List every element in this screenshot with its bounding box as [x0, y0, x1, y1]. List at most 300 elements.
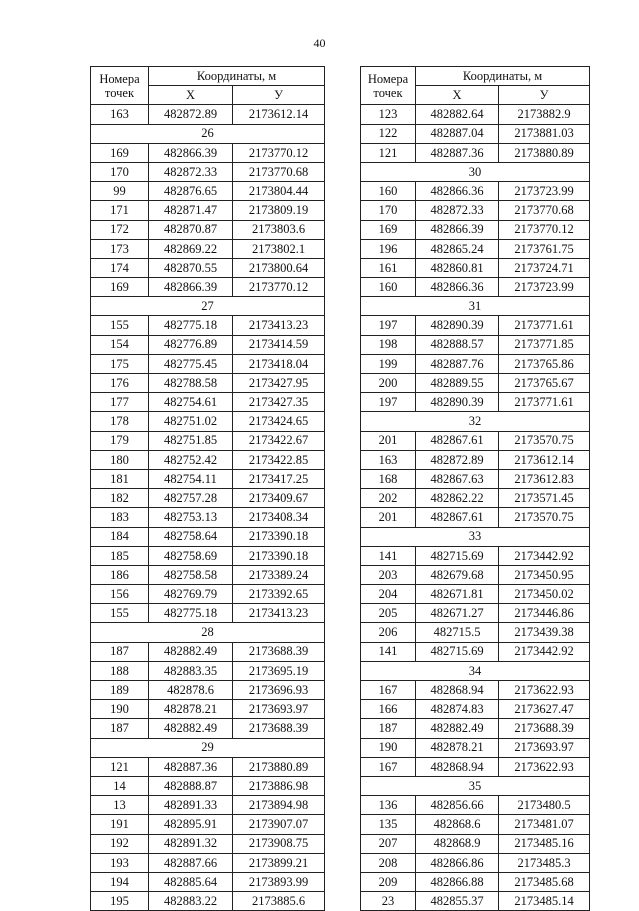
table-row	[91, 527, 325, 546]
x-coordinate-cell: 482888.57	[416, 335, 499, 354]
x-coordinate-cell: 482679.68	[416, 565, 499, 584]
table-row	[91, 853, 325, 872]
point-number-cell: 155	[91, 604, 149, 623]
x-coordinate-cell: 482867.63	[416, 469, 499, 488]
table-row	[361, 738, 590, 757]
section-number: 32	[361, 412, 590, 431]
x-coordinate-cell: 482775.18	[149, 316, 233, 335]
point-number-cell: 163	[361, 450, 416, 469]
point-number-cell: 201	[361, 508, 416, 527]
y-coordinate-cell: 2173770.12	[233, 143, 325, 162]
y-coordinate-cell: 2173450.02	[499, 585, 590, 604]
point-number-cell: 205	[361, 604, 416, 623]
y-coordinate-cell: 2173446.86	[499, 604, 590, 623]
x-coordinate-cell: 482751.85	[149, 431, 233, 450]
y-coordinate-cell: 2173439.38	[499, 623, 590, 642]
y-coordinate-cell: 2173422.85	[233, 450, 325, 469]
x-coordinate-cell: 482882.49	[149, 642, 233, 661]
table-row	[91, 258, 325, 277]
point-number-cell: 180	[91, 450, 149, 469]
point-number-cell: 195	[91, 892, 149, 911]
table-row	[361, 815, 590, 834]
y-coordinate-cell: 2173424.65	[233, 412, 325, 431]
table-row	[361, 853, 590, 872]
table-row	[91, 316, 325, 335]
y-header: У	[499, 86, 590, 105]
x-coordinate-cell: 482775.45	[149, 354, 233, 373]
point-number-cell: 190	[361, 738, 416, 757]
table-row	[91, 201, 325, 220]
section-number: 33	[361, 527, 590, 546]
point-number-cell: 170	[361, 201, 416, 220]
table-row	[361, 431, 590, 450]
y-coordinate-cell: 2173390.18	[233, 527, 325, 546]
table-row	[361, 757, 590, 776]
y-coordinate-cell: 2173570.75	[499, 508, 590, 527]
y-coordinate-cell: 2173908.75	[233, 834, 325, 853]
y-coordinate-cell: 2173481.07	[499, 815, 590, 834]
x-header: Х	[416, 86, 499, 105]
table-row	[361, 604, 590, 623]
table-row	[91, 546, 325, 565]
point-number-cell: 200	[361, 374, 416, 393]
y-coordinate-cell: 2173622.93	[499, 757, 590, 776]
x-coordinate-cell: 482860.81	[416, 258, 499, 277]
table-row	[91, 508, 325, 527]
table-row	[361, 201, 590, 220]
y-coordinate-cell: 2173765.86	[499, 354, 590, 373]
y-coordinate-cell: 2173390.18	[233, 546, 325, 565]
point-number-cell: 189	[91, 681, 149, 700]
y-coordinate-cell: 2173417.25	[233, 469, 325, 488]
section-number: 35	[361, 776, 590, 795]
point-number-cell: 191	[91, 815, 149, 834]
x-coordinate-cell: 482878.6	[149, 681, 233, 700]
x-coordinate-cell: 482671.27	[416, 604, 499, 623]
x-coordinate-cell: 482887.36	[416, 143, 499, 162]
y-coordinate-cell: 2173485.68	[499, 872, 590, 891]
point-number-cell: 99	[91, 182, 149, 201]
y-coordinate-cell: 2173413.23	[233, 316, 325, 335]
y-coordinate-cell: 2173770.68	[499, 201, 590, 220]
section-row	[91, 124, 325, 143]
section-row	[361, 661, 590, 680]
point-number-cell: 206	[361, 623, 416, 642]
y-coordinate-cell: 2173571.45	[499, 489, 590, 508]
point-number-cell: 141	[361, 642, 416, 661]
point-number-cell: 171	[91, 201, 149, 220]
point-number-cell: 173	[91, 239, 149, 258]
point-number-cell: 170	[91, 162, 149, 181]
y-coordinate-cell: 2173723.99	[499, 182, 590, 201]
x-coordinate-cell: 482878.21	[416, 738, 499, 757]
x-coordinate-cell: 482868.6	[416, 815, 499, 834]
x-coordinate-cell: 482754.61	[149, 393, 233, 412]
table-row	[361, 489, 590, 508]
y-coordinate-cell: 2173881.03	[499, 124, 590, 143]
y-coordinate-cell: 2173485.3	[499, 853, 590, 872]
point-number-cell: 181	[91, 469, 149, 488]
y-coordinate-cell: 2173612.14	[499, 450, 590, 469]
point-number-cell: 207	[361, 834, 416, 853]
x-coordinate-cell: 482866.86	[416, 853, 499, 872]
point-number-cell: 175	[91, 354, 149, 373]
table-row	[361, 834, 590, 853]
x-coordinate-cell: 482758.58	[149, 565, 233, 584]
x-coordinate-cell: 482885.64	[149, 872, 233, 891]
x-coordinate-cell: 482890.39	[416, 393, 499, 412]
y-coordinate-cell: 2173885.6	[233, 892, 325, 911]
y-coordinate-cell: 2173450.95	[499, 565, 590, 584]
coordinates-header: Координаты, м	[149, 67, 325, 86]
y-coordinate-cell: 2173485.14	[499, 892, 590, 911]
y-coordinate-cell: 2173413.23	[233, 604, 325, 623]
x-coordinate-cell: 482868.9	[416, 834, 499, 853]
y-coordinate-cell: 2173894.98	[233, 796, 325, 815]
table-row	[361, 182, 590, 201]
table-row	[361, 143, 590, 162]
y-coordinate-cell: 2173409.67	[233, 489, 325, 508]
table-row	[91, 796, 325, 815]
point-number-cell: 169	[91, 143, 149, 162]
y-coordinate-cell: 2173800.64	[233, 258, 325, 277]
point-number-cell: 201	[361, 431, 416, 450]
section-row	[91, 738, 325, 757]
section-number: 29	[91, 738, 325, 757]
y-coordinate-cell: 2173771.61	[499, 393, 590, 412]
y-coordinate-cell: 2173899.21	[233, 853, 325, 872]
table-row	[361, 700, 590, 719]
x-coordinate-cell: 482866.36	[416, 278, 499, 297]
y-coordinate-cell: 2173765.67	[499, 374, 590, 393]
point-number-cell: 209	[361, 872, 416, 891]
table-row	[91, 681, 325, 700]
x-coordinate-cell: 482889.55	[416, 374, 499, 393]
point-number-cell: 196	[361, 239, 416, 258]
y-coordinate-cell: 2173688.39	[233, 719, 325, 738]
table-row	[91, 700, 325, 719]
x-coordinate-cell: 482866.36	[416, 182, 499, 201]
point-number-cell: 186	[91, 565, 149, 584]
y-coordinate-cell: 2173414.59	[233, 335, 325, 354]
y-coordinate-cell: 2173688.39	[233, 642, 325, 661]
y-coordinate-cell: 2173427.95	[233, 374, 325, 393]
point-number-cell: 172	[91, 220, 149, 239]
y-coordinate-cell: 2173392.65	[233, 585, 325, 604]
point-number-cell: 166	[361, 700, 416, 719]
point-number-cell: 193	[91, 853, 149, 872]
x-coordinate-cell: 482866.39	[149, 278, 233, 297]
coordinates-table-right	[360, 66, 590, 911]
point-number-cell: 187	[91, 719, 149, 738]
x-coordinate-cell: 482753.13	[149, 508, 233, 527]
point-number-cell: 197	[361, 393, 416, 412]
y-coordinate-cell: 2173693.97	[499, 738, 590, 757]
point-number-cell: 182	[91, 489, 149, 508]
point-number-cell: 192	[91, 834, 149, 853]
point-number-cell: 13	[91, 796, 149, 815]
point-number-cell: 123	[361, 105, 416, 124]
page-number: 40	[313, 36, 326, 50]
section-number: 27	[91, 297, 325, 316]
table-row	[361, 354, 590, 373]
table-row	[91, 719, 325, 738]
x-coordinate-cell: 482887.76	[416, 354, 499, 373]
y-coordinate-cell: 2173389.24	[233, 565, 325, 584]
x-coordinate-cell: 482715.69	[416, 546, 499, 565]
y-coordinate-cell: 2173907.07	[233, 815, 325, 834]
y-coordinate-cell: 2173803.6	[233, 220, 325, 239]
y-coordinate-cell: 2173627.47	[499, 700, 590, 719]
table-row	[91, 642, 325, 661]
x-coordinate-cell: 482871.47	[149, 201, 233, 220]
table-row	[91, 143, 325, 162]
y-coordinate-cell: 2173418.04	[233, 354, 325, 373]
y-coordinate-cell: 2173442.92	[499, 642, 590, 661]
point-number-cell: 202	[361, 489, 416, 508]
x-coordinate-cell: 482869.22	[149, 239, 233, 258]
table-row	[361, 508, 590, 527]
table-row	[91, 220, 325, 239]
x-coordinate-cell: 482757.28	[149, 489, 233, 508]
table-row	[361, 124, 590, 143]
y-coordinate-cell: 2173886.98	[233, 776, 325, 795]
y-coordinate-cell: 2173442.92	[499, 546, 590, 565]
section-row	[361, 527, 590, 546]
x-coordinate-cell: 482872.89	[149, 105, 233, 124]
x-coordinate-cell: 482882.64	[416, 105, 499, 124]
x-coordinate-cell: 482874.83	[416, 700, 499, 719]
x-coordinate-cell: 482883.22	[149, 892, 233, 911]
y-coordinate-cell: 2173480.5	[499, 796, 590, 815]
point-number-cell: 156	[91, 585, 149, 604]
point-number-cell: 23	[361, 892, 416, 911]
point-numbers-header-line1: Номера	[99, 71, 140, 86]
point-number-cell: 190	[91, 700, 149, 719]
x-coordinate-cell: 482866.39	[416, 220, 499, 239]
table-row	[91, 105, 325, 124]
y-coordinate-cell: 2173802.1	[233, 239, 325, 258]
x-coordinate-cell: 482887.04	[416, 124, 499, 143]
table-row	[361, 393, 590, 412]
point-number-cell: 179	[91, 431, 149, 450]
table-row	[361, 796, 590, 815]
y-coordinate-cell: 2173612.83	[499, 469, 590, 488]
y-coordinate-cell: 2173622.93	[499, 681, 590, 700]
point-number-cell: 161	[361, 258, 416, 277]
table-row	[361, 220, 590, 239]
table-row	[91, 393, 325, 412]
point-number-cell: 121	[91, 757, 149, 776]
x-coordinate-cell: 482870.55	[149, 258, 233, 277]
x-coordinate-cell: 482876.65	[149, 182, 233, 201]
point-number-cell: 177	[91, 393, 149, 412]
point-number-cell: 198	[361, 335, 416, 354]
x-coordinate-cell: 482867.61	[416, 508, 499, 527]
point-number-cell: 183	[91, 508, 149, 527]
table-row	[361, 892, 590, 911]
y-coordinate-cell: 2173893.99	[233, 872, 325, 891]
table-row	[91, 335, 325, 354]
y-coordinate-cell: 2173612.14	[233, 105, 325, 124]
x-coordinate-cell: 482788.58	[149, 374, 233, 393]
table-row	[91, 604, 325, 623]
x-coordinate-cell: 482887.36	[149, 757, 233, 776]
point-number-cell: 167	[361, 757, 416, 776]
point-number-cell: 155	[91, 316, 149, 335]
point-number-cell: 203	[361, 565, 416, 584]
y-coordinate-cell: 2173880.89	[233, 757, 325, 776]
x-coordinate-cell: 482868.94	[416, 681, 499, 700]
x-coordinate-cell: 482856.66	[416, 796, 499, 815]
table-row	[91, 565, 325, 584]
table-row	[361, 585, 590, 604]
x-coordinate-cell: 482758.69	[149, 546, 233, 565]
x-coordinate-cell: 482754.11	[149, 469, 233, 488]
y-coordinate-cell: 2173724.71	[499, 258, 590, 277]
section-number: 28	[91, 623, 325, 642]
table-row	[361, 623, 590, 642]
x-coordinate-cell: 482715.5	[416, 623, 499, 642]
y-coordinate-cell: 2173695.19	[233, 661, 325, 680]
table-row	[361, 872, 590, 891]
table-row	[91, 354, 325, 373]
y-coordinate-cell: 2173882.9	[499, 105, 590, 124]
table-row	[91, 182, 325, 201]
x-coordinate-cell: 482775.18	[149, 604, 233, 623]
table-row	[91, 892, 325, 911]
point-number-cell: 14	[91, 776, 149, 795]
table-row	[361, 335, 590, 354]
x-coordinate-cell: 482671.81	[416, 585, 499, 604]
y-coordinate-cell: 2173688.39	[499, 719, 590, 738]
point-number-cell: 168	[361, 469, 416, 488]
y-coordinate-cell: 2173696.93	[233, 681, 325, 700]
point-number-cell: 185	[91, 546, 149, 565]
table-row	[361, 278, 590, 297]
table-row	[91, 585, 325, 604]
point-number-cell: 160	[361, 182, 416, 201]
y-coordinate-cell: 2173570.75	[499, 431, 590, 450]
table-row	[91, 374, 325, 393]
table-row	[361, 719, 590, 738]
x-coordinate-cell: 482866.39	[149, 143, 233, 162]
section-row	[91, 297, 325, 316]
y-coordinate-cell: 2173770.12	[233, 278, 325, 297]
table-row	[361, 565, 590, 584]
point-number-cell: 204	[361, 585, 416, 604]
point-numbers-header-line2: точек	[373, 85, 403, 100]
x-coordinate-cell: 482887.66	[149, 853, 233, 872]
x-coordinate-cell: 482882.49	[149, 719, 233, 738]
y-coordinate-cell: 2173693.97	[233, 700, 325, 719]
table-row	[361, 316, 590, 335]
x-coordinate-cell: 482872.33	[416, 201, 499, 220]
point-number-cell: 141	[361, 546, 416, 565]
table-row	[361, 239, 590, 258]
x-coordinate-cell: 482878.21	[149, 700, 233, 719]
table-row	[361, 469, 590, 488]
point-number-cell: 160	[361, 278, 416, 297]
table-row	[91, 450, 325, 469]
y-coordinate-cell: 2173770.12	[499, 220, 590, 239]
x-coordinate-cell: 482891.33	[149, 796, 233, 815]
x-coordinate-cell: 482890.39	[416, 316, 499, 335]
table-row	[91, 412, 325, 431]
table-row	[91, 757, 325, 776]
point-number-cell: 169	[91, 278, 149, 297]
table-row	[361, 105, 590, 124]
table-row	[91, 278, 325, 297]
point-number-cell: 178	[91, 412, 149, 431]
point-number-cell: 199	[361, 354, 416, 373]
y-coordinate-cell: 2173771.85	[499, 335, 590, 354]
y-coordinate-cell: 2173422.67	[233, 431, 325, 450]
point-number-cell: 187	[361, 719, 416, 738]
point-numbers-header	[361, 67, 416, 105]
x-coordinate-cell: 482752.42	[149, 450, 233, 469]
table-row	[91, 872, 325, 891]
table-row	[361, 258, 590, 277]
x-coordinate-cell: 482751.02	[149, 412, 233, 431]
point-number-cell: 187	[91, 642, 149, 661]
section-number: 31	[361, 297, 590, 316]
section-row	[91, 623, 325, 642]
y-coordinate-cell: 2173761.75	[499, 239, 590, 258]
x-coordinate-cell: 482882.49	[416, 719, 499, 738]
section-number: 26	[91, 124, 325, 143]
point-number-cell: 184	[91, 527, 149, 546]
y-coordinate-cell: 2173771.61	[499, 316, 590, 335]
y-coordinate-cell: 2173880.89	[499, 143, 590, 162]
y-coordinate-cell: 2173485.16	[499, 834, 590, 853]
y-header: У	[233, 86, 325, 105]
point-number-cell: 122	[361, 124, 416, 143]
table-row	[361, 450, 590, 469]
section-number: 30	[361, 162, 590, 181]
y-coordinate-cell: 2173408.34	[233, 508, 325, 527]
x-coordinate-cell: 482769.79	[149, 585, 233, 604]
x-coordinate-cell: 482883.35	[149, 661, 233, 680]
point-number-cell: 135	[361, 815, 416, 834]
x-coordinate-cell: 482872.33	[149, 162, 233, 181]
point-number-cell: 136	[361, 796, 416, 815]
table-row	[361, 374, 590, 393]
x-coordinate-cell: 482868.94	[416, 757, 499, 776]
table-row	[361, 546, 590, 565]
point-number-cell: 188	[91, 661, 149, 680]
section-row	[361, 412, 590, 431]
x-header: Х	[149, 86, 233, 105]
x-coordinate-cell: 482865.24	[416, 239, 499, 258]
point-number-cell: 121	[361, 143, 416, 162]
y-coordinate-cell: 2173809.19	[233, 201, 325, 220]
point-number-cell: 169	[361, 220, 416, 239]
x-coordinate-cell: 482870.87	[149, 220, 233, 239]
table-row	[91, 162, 325, 181]
point-number-cell: 154	[91, 335, 149, 354]
x-coordinate-cell: 482888.87	[149, 776, 233, 795]
point-number-cell: 163	[91, 105, 149, 124]
section-row	[361, 162, 590, 181]
x-coordinate-cell: 482895.91	[149, 815, 233, 834]
x-coordinate-cell: 482867.61	[416, 431, 499, 450]
y-coordinate-cell: 2173427.35	[233, 393, 325, 412]
point-numbers-header-line1: Номера	[367, 71, 409, 86]
table-row	[91, 815, 325, 834]
y-coordinate-cell: 2173770.68	[233, 162, 325, 181]
table-row	[361, 681, 590, 700]
